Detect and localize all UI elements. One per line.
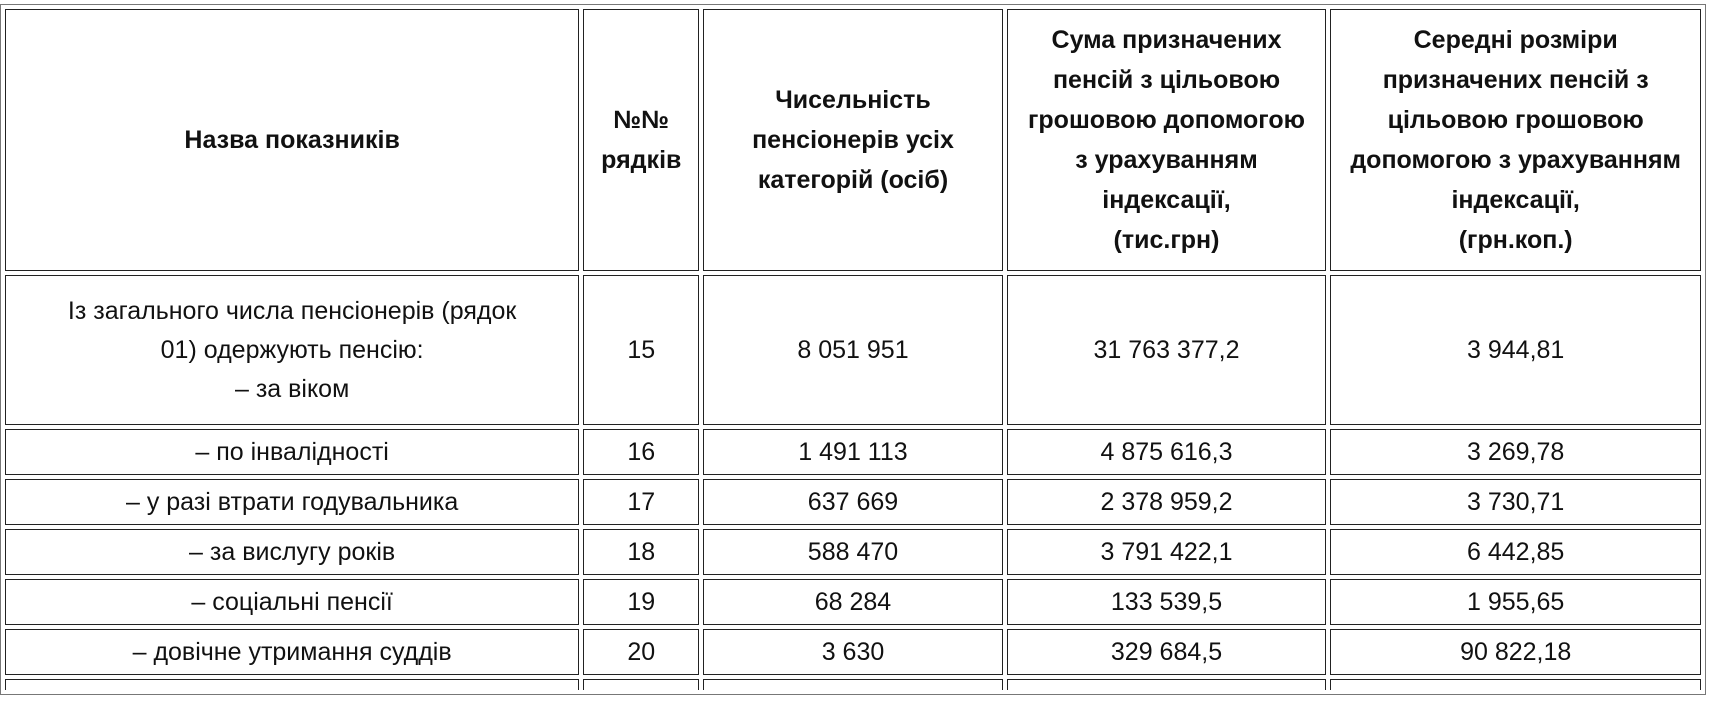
row-average-pension: 3 730,71 — [1330, 479, 1701, 525]
table-row — [5, 479, 1701, 525]
row-pensioner-count: 1 491 113 — [703, 429, 1002, 475]
table-row — [5, 579, 1701, 625]
row-indicator-name: – по інвалідності — [5, 429, 579, 475]
row-pensioner-count: 68 284 — [703, 579, 1002, 625]
table-row-partial — [5, 679, 1701, 690]
row-pension-sum: 3 791 422,1 — [1007, 529, 1327, 575]
row-average-pension: 3 944,81 — [1330, 275, 1701, 425]
row-pensioner-count: 637 669 — [703, 479, 1002, 525]
row-average-pension: 6 442,85 — [1330, 529, 1701, 575]
row-average-pension: 90 822,18 — [1330, 629, 1701, 675]
row-pensioner-count: 3 630 — [703, 629, 1002, 675]
row-pension-sum: 31 763 377,2 — [1007, 275, 1327, 425]
row-pensioner-count: 588 470 — [703, 529, 1002, 575]
row-pension-sum: 329 684,5 — [1007, 629, 1327, 675]
header-average-pension: Середні розміри призначених пенсій з цільовою грошовою допомогою з урахуванням індексації, (грн.коп.) — [1330, 9, 1701, 271]
row-indicator-name: – довічне утримання суддів — [5, 629, 579, 675]
partial-cell — [1007, 679, 1327, 690]
row-indicator-name: – у разі втрати годувальника — [5, 479, 579, 525]
row-number: 15 — [583, 275, 699, 425]
pension-table-container — [0, 4, 1706, 695]
row-indicator-name: – за вислугу років — [5, 529, 579, 575]
row-average-pension: 1 955,65 — [1330, 579, 1701, 625]
row-number: 19 — [583, 579, 699, 625]
row-pensioner-count: 8 051 951 — [703, 275, 1002, 425]
pension-statistics-table — [0, 4, 1706, 695]
table-row — [5, 629, 1701, 675]
row-number: 17 — [583, 479, 699, 525]
partial-cell — [1330, 679, 1701, 690]
header-row-number: №№ рядків — [583, 9, 699, 271]
partial-cell — [703, 679, 1002, 690]
row-pension-sum: 133 539,5 — [1007, 579, 1327, 625]
partial-cell — [5, 679, 579, 690]
row-indicator-name: Із загального числа пенсіонерів (рядок 01) одержують пенсію: – за віком — [5, 275, 579, 425]
row-number: 20 — [583, 629, 699, 675]
row-indicator-name: – соціальні пенсії — [5, 579, 579, 625]
row-number: 16 — [583, 429, 699, 475]
table-row — [5, 275, 1701, 425]
table-header-row — [5, 9, 1701, 271]
row-pension-sum: 4 875 616,3 — [1007, 429, 1327, 475]
row-pension-sum: 2 378 959,2 — [1007, 479, 1327, 525]
header-pensioner-count: Чисельність пенсіонерів усіх категорій (осіб) — [703, 9, 1002, 271]
row-number: 18 — [583, 529, 699, 575]
table-row — [5, 429, 1701, 475]
table-row — [5, 529, 1701, 575]
header-pension-sum: Сума призначених пенсій з цільовою грошовою допомогою з урахуванням індексації, (тис.грн) — [1007, 9, 1327, 271]
row-average-pension: 3 269,78 — [1330, 429, 1701, 475]
partial-cell — [583, 679, 699, 690]
header-indicator-name: Назва показників — [5, 9, 579, 271]
